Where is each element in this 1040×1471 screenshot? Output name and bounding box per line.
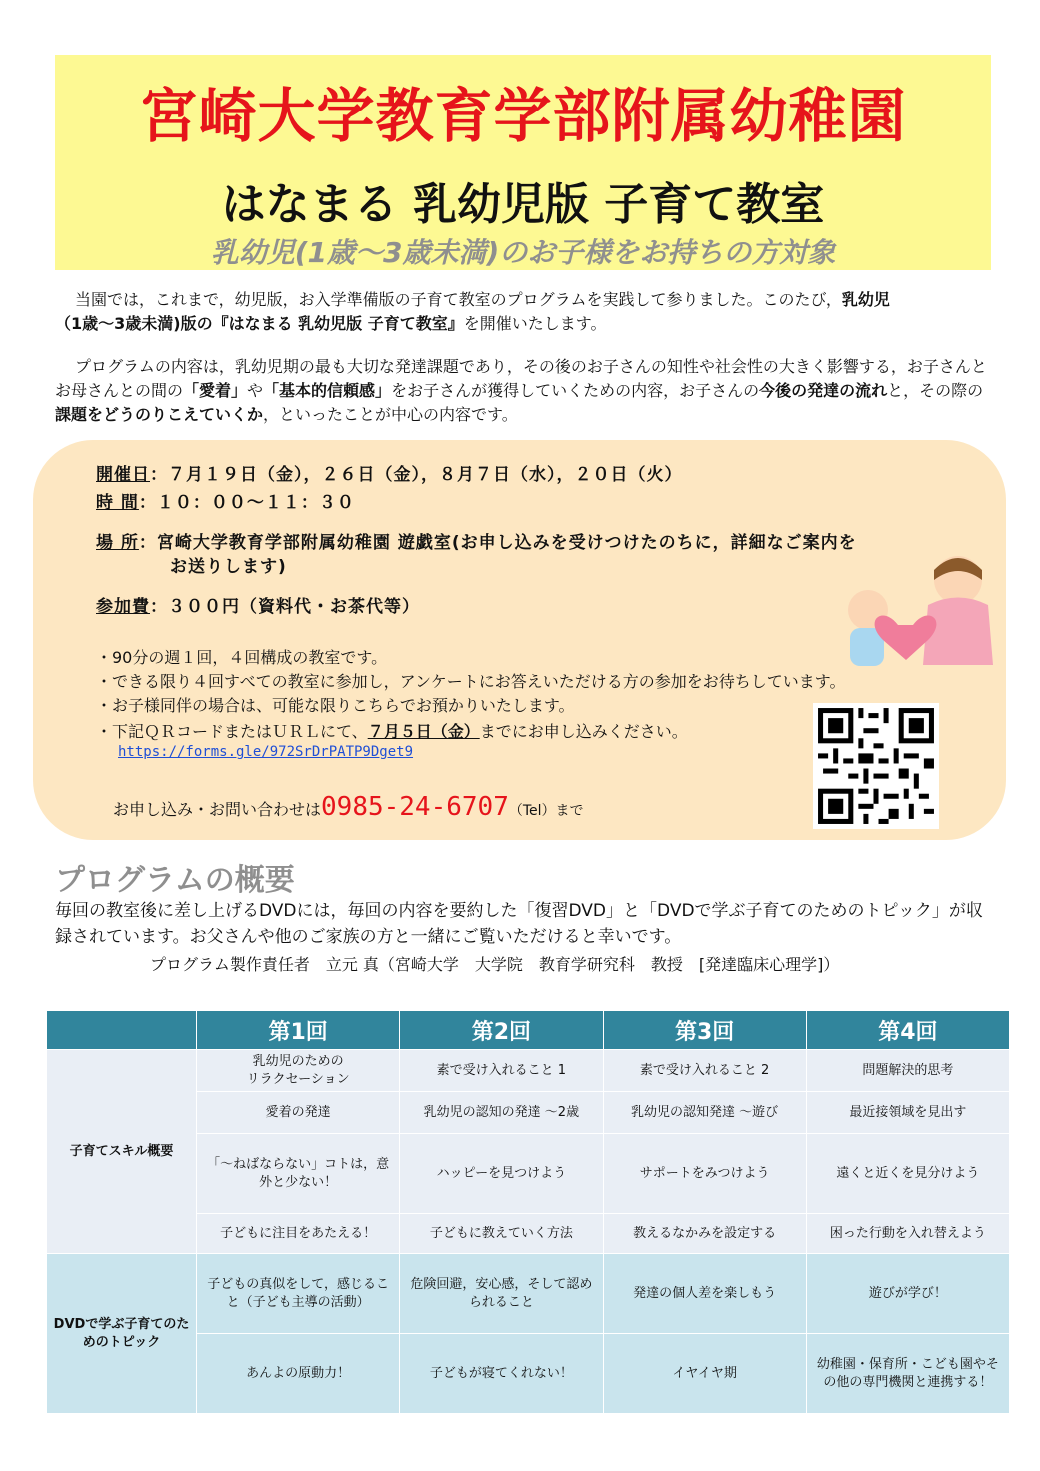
overview-heading: プログラムの概要	[55, 863, 295, 898]
table-cell: 乳幼児のための リラクセーション	[197, 1050, 400, 1092]
table-cell: 子どもの真似をして，感じること（子ども主導の活動）	[197, 1254, 400, 1334]
intro-paragraph-1: 当園では，これまで，幼児版，お入学準備版の子育て教室のプログラムを実践して参りました。このたび，乳幼児 （1歳～3歳未満)版の『はなまる 乳幼児版 子育て教室』を開催いたします。	[55, 290, 890, 333]
table-cell: 「～ねばならない」コトは，意外と少ない！	[197, 1134, 400, 1214]
producer-credit: プログラム製作責任者 立元 真（宮崎大学 大学院 教育学研究科 教授 [発達臨床心理学]）	[150, 955, 840, 974]
table-cell: 幼稚園・保育所・こども園やその他の専門機関と連携する！	[806, 1334, 1009, 1414]
table-cell: 発達の個人差を楽しもう	[603, 1254, 806, 1334]
fee-row: 参加費：３００円（資料代・お茶代等）	[96, 597, 420, 617]
table-cell: 素で受け入れること 1	[400, 1050, 603, 1092]
table-cell: 遠くと近くを見分けよう	[806, 1134, 1009, 1214]
table-header: 第4回	[806, 1011, 1009, 1050]
mother-baby-heart-illustration	[828, 550, 1008, 670]
table-cell: 危険回避，安心感，そして認められること	[400, 1254, 603, 1334]
table-cell: 子どもに教えていく方法	[400, 1214, 603, 1254]
note-item: ・お子様同伴の場合は、可能な限りこちらでお預かりいたします。	[96, 696, 575, 715]
contact-line: お申し込み・お問い合わせは0985-24-6707（Tel）まで	[113, 792, 584, 822]
category-cell: DVDで学ぶ子育てのためのトピック	[47, 1254, 197, 1414]
target-audience: 乳幼児(1歳～3歳未満)のお子様をお持ちの方対象	[210, 236, 836, 269]
table-cell: 最近接領域を見出す	[806, 1092, 1009, 1134]
table-header: 第1回	[197, 1011, 400, 1050]
table-cell: 教えるなかみを設定する	[603, 1214, 806, 1254]
note-item: ・できる限り４回すべての教室に参加し，アンケートにお答えいただける方の参加をお待ちしています。	[96, 672, 846, 691]
place-row-cont: お送りします)	[170, 557, 287, 577]
table-header-row	[47, 1011, 1010, 1050]
table-cell: 子どもに注目をあたえる！	[197, 1214, 400, 1254]
table-cell: 問題解決的思考	[806, 1050, 1009, 1092]
table-cell: 困った行動を入れ替えよう	[806, 1214, 1009, 1254]
page-subtitle: はなまる 乳幼児版 子育て教室	[221, 179, 825, 230]
table-cell: イヤイヤ期	[603, 1334, 806, 1414]
table-cell: 愛着の発達	[197, 1092, 400, 1134]
table-cell: サポートをみつけよう	[603, 1134, 806, 1214]
program-table	[46, 1010, 1010, 1414]
category-cell: 子育てスキル概要	[47, 1050, 197, 1254]
table-header	[47, 1011, 197, 1050]
note-item: ・90分の週１回，４回構成の教室です。	[96, 648, 388, 667]
note-item-deadline: ・下記ＱＲコードまたはＵＲＬにて、７月５日（金）までにお申し込みください。	[96, 722, 688, 741]
table-cell: ハッピーを見つけよう	[400, 1134, 603, 1214]
page-title: 宮崎大学教育学部附属幼稚園	[139, 82, 907, 150]
intro-paragraph-2: プログラムの内容は，乳幼児期の最も大切な発達課題であり，その後のお子さんの知性や社会性の大きく影響する，お子さんとお母さんとの間の「愛着」や「基本的信頼感」をお子さんが獲得していくための内容，お子さんの今後の発達の流れと，その際の課題をどうのりこえていくか，といったことが中心の内容です。	[55, 357, 987, 424]
application-form-link[interactable]: https://forms.gle/972SrDrPATP9Dget9	[118, 744, 414, 760]
qr-code[interactable]	[813, 703, 939, 829]
phone-number[interactable]: 0985-24-6707	[321, 792, 509, 822]
overview-text: 毎回の教室後に差し上げるDVDには，毎回の内容を要約した「復習DVD」と「DVDで学ぶ子育てのためのトピック」が収録されています。お父さんや他のご家族の方と一緒にご覧いただけると幸いです。	[55, 901, 983, 947]
table-header: 第2回	[400, 1011, 603, 1050]
table-row	[47, 1254, 1010, 1334]
table-cell: あんよの原動力！	[197, 1334, 400, 1414]
place-row: 場 所：宮崎大学教育学部附属幼稚園 遊戯室(お申し込みを受けつけたのちに，詳細なご案内を	[96, 533, 857, 553]
table-cell: 遊びが学び！	[806, 1254, 1009, 1334]
time-row: 時 間：１０：００～１１：３０	[96, 493, 355, 513]
table-cell: 乳幼児の認知発達 ～遊び	[603, 1092, 806, 1134]
header-banner	[55, 55, 991, 270]
table-cell: 素で受け入れること 2	[603, 1050, 806, 1092]
date-row: 開催日：７月１９日（金），２６日（金），８月７日（水），２０日（火）	[96, 465, 683, 485]
table-header: 第3回	[603, 1011, 806, 1050]
table-cell: 子どもが寝てくれない！	[400, 1334, 603, 1414]
table-row	[47, 1050, 1010, 1092]
table-cell: 乳幼児の認知の発達 ～2歳	[400, 1092, 603, 1134]
event-info-box	[33, 440, 1006, 840]
